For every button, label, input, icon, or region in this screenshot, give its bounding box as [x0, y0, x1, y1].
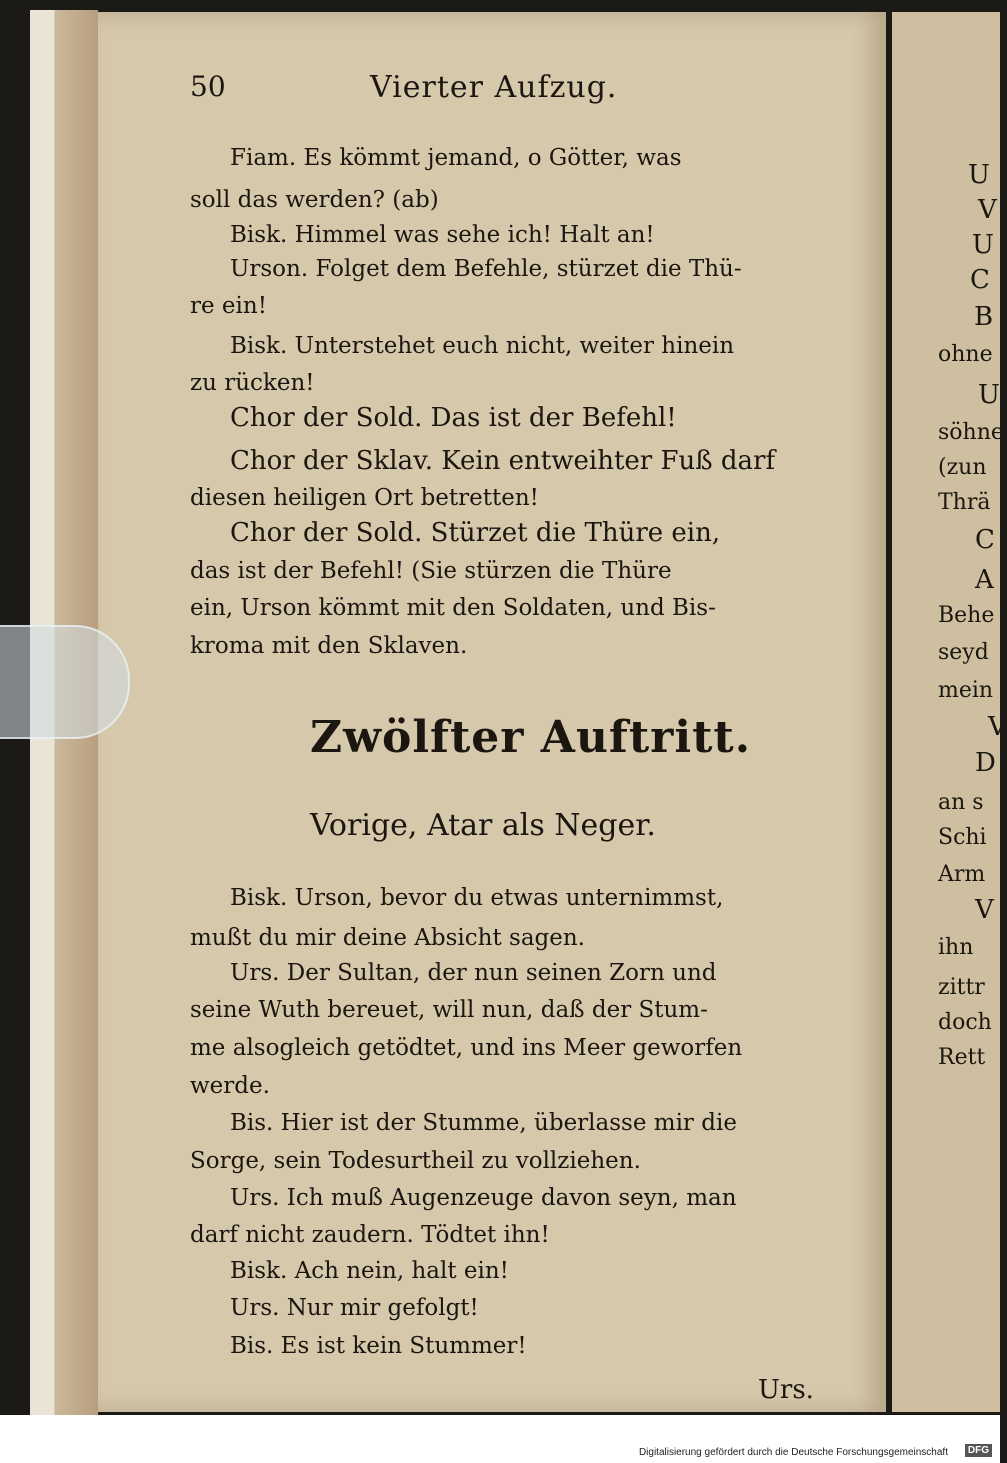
right-page-fragment: zittr — [938, 975, 985, 1000]
catchword: Urs. — [758, 1375, 814, 1405]
text-line: Urs. Der Sultan, der nun seinen Zorn und — [230, 960, 717, 986]
text-line: diesen heiligen Ort betretten! — [190, 485, 539, 511]
right-page-fragment: seyd — [938, 640, 989, 665]
text-line: re ein! — [190, 293, 267, 319]
text-line: seine Wuth bereuet, will nun, daß der Stum- — [190, 997, 708, 1023]
footer-bar — [0, 1415, 1000, 1463]
text-line: zu rücken! — [190, 370, 315, 396]
text-line: Urs. Nur mir gefolgt! — [230, 1295, 479, 1321]
text-line: Bis. Hier ist der Stumme, überlasse mir die — [230, 1110, 737, 1136]
right-page-fragment: (zun — [938, 455, 987, 480]
right-page-fragment: mein — [938, 678, 994, 703]
text-line: Urs. Ich muß Augenzeuge davon seyn, man — [230, 1185, 737, 1211]
right-page-fragment: Schi — [938, 825, 987, 850]
right-page-fragment: D — [975, 748, 996, 778]
right-page-fragment: ihn — [938, 935, 974, 960]
right-page-fragment: an s — [938, 790, 984, 815]
text-line: Bisk. Himmel was sehe ich! Halt an! — [230, 222, 655, 248]
text-line: ein, Urson kömmt mit den Soldaten, und Bis- — [190, 595, 716, 621]
dfg-logo: DFG — [965, 1444, 992, 1457]
right-page-fragment: C — [970, 265, 990, 295]
right-page-fragment: V — [988, 712, 1007, 742]
text-line: Chor der Sold. Das ist der Befehl! — [230, 403, 677, 433]
right-page-fragment: C — [975, 525, 995, 555]
right-page-fragment: ohne — [938, 342, 993, 367]
running-head: Vierter Aufzug. — [370, 70, 618, 105]
right-page-fragment: doch — [938, 1010, 992, 1035]
right-page-fragment: V — [975, 895, 994, 925]
text-line: Chor der Sklav. Kein entweihter Fuß darf — [230, 446, 776, 476]
right-page-fragment: A — [975, 565, 994, 595]
right-page-fragment: V — [978, 195, 997, 225]
right-page-fragment: Thrä — [938, 490, 991, 515]
text-line: darf nicht zaudern. Tödtet ihn! — [190, 1222, 550, 1248]
text-line: mußt du mir deine Absicht sagen. — [190, 925, 585, 951]
right-page-fragment: U — [978, 380, 1000, 410]
text-line: Bisk. Ach nein, halt ein! — [230, 1258, 509, 1284]
right-page-fragment: Rett — [938, 1045, 986, 1070]
text-line: Chor der Sold. Stürzet die Thüre ein, — [230, 518, 721, 548]
text-line: soll das werden? (ab) — [190, 187, 439, 213]
right-page-fragment: Arm — [938, 862, 986, 887]
text-line: Urson. Folget dem Befehle, stürzet die Thü- — [230, 256, 742, 282]
text-line: Fiam. Es kömmt jemand, o Götter, was — [230, 145, 682, 171]
scene-heading: Zwölfter Auftritt. — [310, 712, 752, 763]
right-page-fragment: söhne — [938, 420, 1004, 445]
scene-subheading: Vorige, Atar als Neger. — [310, 808, 656, 843]
right-page-fragment: Behe — [938, 603, 995, 628]
text-line: kroma mit den Sklaven. — [190, 633, 468, 659]
text-line: Bis. Es ist kein Stummer! — [230, 1333, 527, 1359]
right-page-fragment: B — [974, 302, 994, 332]
text-line: me alsogleich getödtet, und ins Meer geworfen — [190, 1035, 743, 1061]
funding-credit: Digitalisierung gefördert durch die Deutsche Forschungsgemeinschaft — [638, 1447, 948, 1458]
text-line: Bisk. Unterstehet euch nicht, weiter hinein — [230, 333, 735, 359]
page-clip — [0, 625, 130, 739]
right-page-fragment: U — [972, 230, 994, 260]
page-number: 50 — [190, 70, 226, 103]
text-line: Bisk. Urson, bevor du etwas unternimmst, — [230, 885, 724, 911]
text-line: werde. — [190, 1073, 270, 1099]
right-page-fragment: U — [968, 160, 990, 190]
text-line: das ist der Befehl! (Sie stürzen die Thüre — [190, 558, 672, 584]
text-line: Sorge, sein Todesurtheil zu vollziehen. — [190, 1148, 641, 1174]
